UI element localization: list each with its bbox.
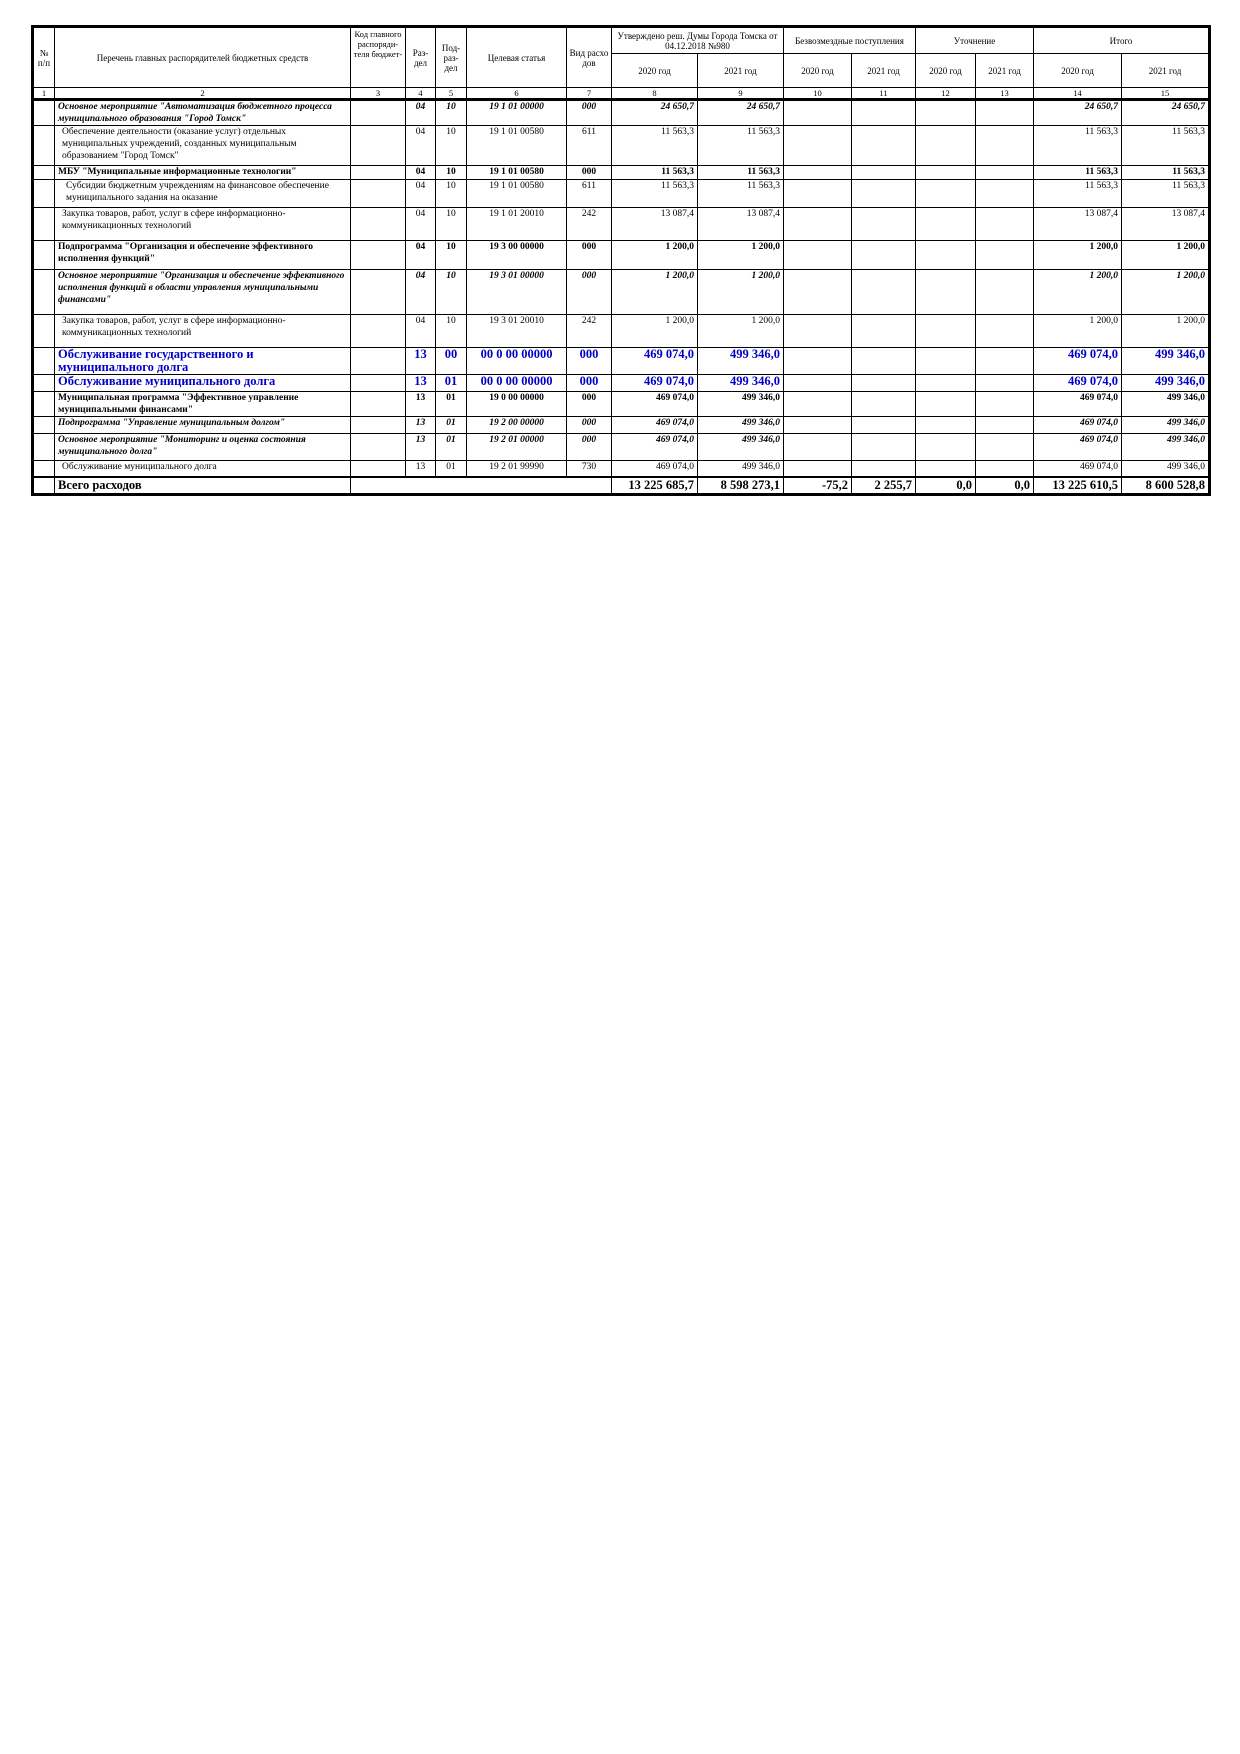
row-name: Основное мероприятие "Мониторинг и оценка состояния муниципального долга" xyxy=(55,434,351,461)
table-row xyxy=(33,417,1210,434)
column-number: 3 xyxy=(351,88,406,100)
row-clarify-2021 xyxy=(976,166,1034,180)
row-code xyxy=(351,126,406,166)
total-approved-2021: 8 598 273,1 xyxy=(698,477,784,495)
row-free-2020 xyxy=(784,100,852,126)
row-target: 19 2 01 99990 xyxy=(467,461,567,477)
header-year: 2021 год xyxy=(852,54,916,88)
row-name: Закупка товаров, работ, услуг в сфере информационно-коммуникационных технологий xyxy=(55,315,351,348)
row-podrazdel: 01 xyxy=(436,461,467,477)
header-year: 2021 год xyxy=(1122,54,1210,88)
row-itogo-2020: 11 563,3 xyxy=(1034,180,1122,208)
column-number: 5 xyxy=(436,88,467,100)
row-approved-2020: 11 563,3 xyxy=(612,166,698,180)
row-clarify-2020 xyxy=(916,180,976,208)
row-code xyxy=(351,100,406,126)
row-approved-2020: 469 074,0 xyxy=(612,348,698,375)
row-number-cell xyxy=(33,180,55,208)
header-year: 2020 год xyxy=(612,54,698,88)
row-podrazdel: 00 xyxy=(436,348,467,375)
row-razdel: 13 xyxy=(406,392,436,417)
row-podrazdel: 10 xyxy=(436,241,467,270)
row-podrazdel: 10 xyxy=(436,208,467,241)
row-razdel: 04 xyxy=(406,166,436,180)
row-clarify-2021 xyxy=(976,348,1034,375)
row-free-2021 xyxy=(852,166,916,180)
row-vid: 611 xyxy=(567,126,612,166)
row-free-2021 xyxy=(852,417,916,434)
row-target: 19 0 00 00000 xyxy=(467,392,567,417)
row-name: Обслуживание государственного и муниципального долга xyxy=(55,348,351,375)
row-itogo-2021: 24 650,7 xyxy=(1122,100,1210,126)
table-row xyxy=(33,392,1210,417)
row-target: 19 2 01 00000 xyxy=(467,434,567,461)
row-free-2020 xyxy=(784,392,852,417)
row-name: Закупка товаров, работ, услуг в сфере информационно-коммуникационных технологий xyxy=(55,208,351,241)
row-approved-2021: 13 087,4 xyxy=(698,208,784,241)
table-row xyxy=(33,270,1210,315)
total-free-2020: -75,2 xyxy=(784,477,852,495)
row-clarify-2021 xyxy=(976,270,1034,315)
row-clarify-2020 xyxy=(916,392,976,417)
total-free-2021: 2 255,7 xyxy=(852,477,916,495)
header-year: 2021 год xyxy=(698,54,784,88)
row-free-2021 xyxy=(852,461,916,477)
row-vid: 730 xyxy=(567,461,612,477)
column-number: 11 xyxy=(852,88,916,100)
table-row xyxy=(33,241,1210,270)
row-vid: 242 xyxy=(567,208,612,241)
row-approved-2021: 1 200,0 xyxy=(698,241,784,270)
row-name: Субсидии бюджетным учреждениям на финансовое обеспечение муниципального задания на оказание xyxy=(55,180,351,208)
row-itogo-2020: 11 563,3 xyxy=(1034,166,1122,180)
row-podrazdel: 10 xyxy=(436,315,467,348)
row-target: 19 3 00 00000 xyxy=(467,241,567,270)
row-approved-2021: 499 346,0 xyxy=(698,461,784,477)
row-code xyxy=(351,434,406,461)
row-free-2021 xyxy=(852,434,916,461)
row-vid: 000 xyxy=(567,270,612,315)
row-clarify-2021 xyxy=(976,180,1034,208)
row-free-2021 xyxy=(852,208,916,241)
header-podrazdel: Под-раз-дел xyxy=(436,27,467,88)
row-approved-2021: 499 346,0 xyxy=(698,434,784,461)
row-clarify-2020 xyxy=(916,417,976,434)
row-code xyxy=(351,417,406,434)
row-vid: 000 xyxy=(567,434,612,461)
row-free-2020 xyxy=(784,126,852,166)
table-row xyxy=(33,315,1210,348)
row-free-2021 xyxy=(852,270,916,315)
row-vid: 000 xyxy=(567,392,612,417)
row-clarify-2021 xyxy=(976,208,1034,241)
row-itogo-2020: 469 074,0 xyxy=(1034,417,1122,434)
row-approved-2021: 499 346,0 xyxy=(698,348,784,375)
header-approved: Утверждено реш. Думы Города Томска от 04.12.2018 №980 xyxy=(612,27,784,54)
row-podrazdel: 10 xyxy=(436,180,467,208)
column-number: 9 xyxy=(698,88,784,100)
row-approved-2020: 13 087,4 xyxy=(612,208,698,241)
row-approved-2021: 499 346,0 xyxy=(698,417,784,434)
row-clarify-2020 xyxy=(916,241,976,270)
row-approved-2020: 469 074,0 xyxy=(612,392,698,417)
header-year: 2021 год xyxy=(976,54,1034,88)
row-target: 00 0 00 00000 xyxy=(467,348,567,375)
row-itogo-2021: 499 346,0 xyxy=(1122,348,1210,375)
row-itogo-2020: 469 074,0 xyxy=(1034,375,1122,392)
row-number-cell xyxy=(33,208,55,241)
row-razdel: 13 xyxy=(406,461,436,477)
row-free-2020 xyxy=(784,315,852,348)
row-approved-2020: 1 200,0 xyxy=(612,241,698,270)
row-free-2020 xyxy=(784,166,852,180)
row-number-cell xyxy=(33,166,55,180)
row-code xyxy=(351,166,406,180)
row-approved-2020: 469 074,0 xyxy=(612,434,698,461)
row-razdel: 04 xyxy=(406,208,436,241)
row-clarify-2020 xyxy=(916,208,976,241)
row-podrazdel: 01 xyxy=(436,434,467,461)
row-approved-2020: 469 074,0 xyxy=(612,375,698,392)
column-number: 4 xyxy=(406,88,436,100)
row-name: Муниципальная программа "Эффективное управление муниципальными финансами" xyxy=(55,392,351,417)
header-code: Код главного распоряди-теля бюджет- xyxy=(351,27,406,88)
row-vid: 000 xyxy=(567,166,612,180)
table-row xyxy=(33,100,1210,126)
column-number: 2 xyxy=(55,88,351,100)
row-code xyxy=(351,375,406,392)
row-approved-2021: 11 563,3 xyxy=(698,180,784,208)
row-itogo-2021: 11 563,3 xyxy=(1122,180,1210,208)
row-number-cell xyxy=(33,461,55,477)
row-name: Основное мероприятие "Организация и обеспечение эффективного исполнения функций в области управления муниципальными финансами" xyxy=(55,270,351,315)
row-itogo-2021: 499 346,0 xyxy=(1122,417,1210,434)
table-row xyxy=(33,348,1210,375)
row-clarify-2020 xyxy=(916,126,976,166)
row-code xyxy=(351,180,406,208)
row-vid: 242 xyxy=(567,315,612,348)
row-clarify-2021 xyxy=(976,100,1034,126)
row-clarify-2021 xyxy=(976,417,1034,434)
row-itogo-2020: 469 074,0 xyxy=(1034,392,1122,417)
row-target: 19 1 01 00580 xyxy=(467,166,567,180)
row-clarify-2021 xyxy=(976,434,1034,461)
row-razdel: 13 xyxy=(406,417,436,434)
row-code xyxy=(351,208,406,241)
row-free-2020 xyxy=(784,417,852,434)
row-free-2021 xyxy=(852,241,916,270)
header-razdel: Раз-дел xyxy=(406,27,436,88)
row-razdel: 04 xyxy=(406,270,436,315)
row-code xyxy=(351,392,406,417)
row-target: 19 1 01 20010 xyxy=(467,208,567,241)
row-target: 00 0 00 00000 xyxy=(467,375,567,392)
row-approved-2020: 11 563,3 xyxy=(612,126,698,166)
row-itogo-2020: 11 563,3 xyxy=(1034,126,1122,166)
row-clarify-2020 xyxy=(916,270,976,315)
row-target: 19 3 01 00000 xyxy=(467,270,567,315)
total-approved-2020: 13 225 685,7 xyxy=(612,477,698,495)
column-number: 6 xyxy=(467,88,567,100)
row-number-cell xyxy=(33,100,55,126)
header-clarify: Уточнение xyxy=(916,27,1034,54)
column-number: 1 xyxy=(33,88,55,100)
row-razdel: 04 xyxy=(406,241,436,270)
header-num: № п/п xyxy=(33,27,55,88)
row-free-2020 xyxy=(784,208,852,241)
row-name: Подпрограмма "Управление муниципальным долгом" xyxy=(55,417,351,434)
total-clarify-2020: 0,0 xyxy=(916,477,976,495)
row-code xyxy=(351,348,406,375)
row-podrazdel: 10 xyxy=(436,126,467,166)
row-itogo-2021: 499 346,0 xyxy=(1122,392,1210,417)
row-code xyxy=(351,315,406,348)
header-year: 2020 год xyxy=(1034,54,1122,88)
header-target: Целевая статья xyxy=(467,27,567,88)
column-number: 15 xyxy=(1122,88,1210,100)
row-free-2021 xyxy=(852,180,916,208)
total-clarify-2021: 0,0 xyxy=(976,477,1034,495)
row-free-2021 xyxy=(852,348,916,375)
row-name: МБУ "Муниципальные информационные технологии" xyxy=(55,166,351,180)
row-razdel: 04 xyxy=(406,180,436,208)
row-razdel: 04 xyxy=(406,100,436,126)
row-vid: 611 xyxy=(567,180,612,208)
header-year: 2020 год xyxy=(784,54,852,88)
row-vid: 000 xyxy=(567,375,612,392)
row-free-2020 xyxy=(784,241,852,270)
row-free-2021 xyxy=(852,315,916,348)
row-approved-2021: 1 200,0 xyxy=(698,270,784,315)
row-target: 19 2 00 00000 xyxy=(467,417,567,434)
row-number-cell xyxy=(33,417,55,434)
header-vid: Вид расхо дов xyxy=(567,27,612,88)
row-razdel: 04 xyxy=(406,315,436,348)
row-name: Основное мероприятие "Автоматизация бюджетного процесса муниципального образования "Город Томск" xyxy=(55,100,351,126)
row-clarify-2020 xyxy=(916,315,976,348)
row-itogo-2021: 499 346,0 xyxy=(1122,375,1210,392)
row-itogo-2020: 469 074,0 xyxy=(1034,348,1122,375)
row-itogo-2020: 1 200,0 xyxy=(1034,270,1122,315)
row-itogo-2021: 1 200,0 xyxy=(1122,315,1210,348)
row-itogo-2020: 469 074,0 xyxy=(1034,434,1122,461)
table-row xyxy=(33,375,1210,392)
row-razdel: 13 xyxy=(406,434,436,461)
row-code xyxy=(351,461,406,477)
row-podrazdel: 01 xyxy=(436,375,467,392)
row-number-cell xyxy=(33,270,55,315)
row-approved-2021: 1 200,0 xyxy=(698,315,784,348)
row-target: 19 1 01 00000 xyxy=(467,100,567,126)
table-row xyxy=(33,180,1210,208)
row-vid: 000 xyxy=(567,241,612,270)
row-razdel: 04 xyxy=(406,126,436,166)
row-target: 19 1 01 00580 xyxy=(467,180,567,208)
row-approved-2021: 499 346,0 xyxy=(698,392,784,417)
row-free-2021 xyxy=(852,375,916,392)
row-target: 19 3 01 20010 xyxy=(467,315,567,348)
row-name: Обслуживание муниципального долга xyxy=(55,461,351,477)
row-itogo-2021: 11 563,3 xyxy=(1122,166,1210,180)
row-clarify-2021 xyxy=(976,392,1034,417)
row-clarify-2021 xyxy=(976,315,1034,348)
total-itogo-2021: 8 600 528,8 xyxy=(1122,477,1210,495)
column-number: 12 xyxy=(916,88,976,100)
row-approved-2021: 24 650,7 xyxy=(698,100,784,126)
row-number-cell xyxy=(33,315,55,348)
row-number-cell xyxy=(33,241,55,270)
row-clarify-2021 xyxy=(976,375,1034,392)
row-approved-2020: 24 650,7 xyxy=(612,100,698,126)
row-podrazdel: 01 xyxy=(436,392,467,417)
row-number-cell xyxy=(33,126,55,166)
row-vid: 000 xyxy=(567,417,612,434)
row-free-2021 xyxy=(852,100,916,126)
row-itogo-2021: 13 087,4 xyxy=(1122,208,1210,241)
row-name: Подпрограмма "Организация и обеспечение эффективного исполнения функций" xyxy=(55,241,351,270)
row-name: Обеспечение деятельности (оказание услуг) отдельных муниципальных учреждений, созданных муниципальным образованием "Город Томск" xyxy=(55,126,351,166)
row-clarify-2021 xyxy=(976,241,1034,270)
table-row xyxy=(33,208,1210,241)
row-approved-2020: 11 563,3 xyxy=(612,180,698,208)
row-podrazdel: 10 xyxy=(436,100,467,126)
table-row xyxy=(33,434,1210,461)
row-code xyxy=(351,270,406,315)
row-free-2020 xyxy=(784,348,852,375)
row-name: Обслуживание муниципального долга xyxy=(55,375,351,392)
row-free-2020 xyxy=(784,180,852,208)
row-clarify-2021 xyxy=(976,461,1034,477)
column-number: 8 xyxy=(612,88,698,100)
budget-table xyxy=(31,25,1211,496)
row-vid: 000 xyxy=(567,100,612,126)
row-clarify-2021 xyxy=(976,126,1034,166)
header-year: 2020 год xyxy=(916,54,976,88)
row-podrazdel: 10 xyxy=(436,166,467,180)
header-name: Перечень главных распорядителей бюджетных средств xyxy=(55,27,351,88)
row-target: 19 1 01 00580 xyxy=(467,126,567,166)
row-itogo-2021: 499 346,0 xyxy=(1122,434,1210,461)
row-number-cell xyxy=(33,348,55,375)
row-itogo-2020: 1 200,0 xyxy=(1034,241,1122,270)
row-razdel: 13 xyxy=(406,375,436,392)
row-itogo-2021: 1 200,0 xyxy=(1122,241,1210,270)
row-itogo-2020: 13 087,4 xyxy=(1034,208,1122,241)
table-row xyxy=(33,166,1210,180)
row-itogo-2021: 11 563,3 xyxy=(1122,126,1210,166)
row-free-2020 xyxy=(784,461,852,477)
row-itogo-2020: 24 650,7 xyxy=(1034,100,1122,126)
row-clarify-2020 xyxy=(916,375,976,392)
row-clarify-2020 xyxy=(916,434,976,461)
row-itogo-2021: 1 200,0 xyxy=(1122,270,1210,315)
row-clarify-2020 xyxy=(916,461,976,477)
row-approved-2021: 11 563,3 xyxy=(698,166,784,180)
row-podrazdel: 01 xyxy=(436,417,467,434)
row-number-cell xyxy=(33,434,55,461)
row-free-2021 xyxy=(852,126,916,166)
column-number: 7 xyxy=(567,88,612,100)
row-podrazdel: 10 xyxy=(436,270,467,315)
row-clarify-2020 xyxy=(916,348,976,375)
row-free-2020 xyxy=(784,375,852,392)
row-razdel: 13 xyxy=(406,348,436,375)
row-approved-2021: 11 563,3 xyxy=(698,126,784,166)
row-approved-2021: 499 346,0 xyxy=(698,375,784,392)
row-approved-2020: 1 200,0 xyxy=(612,315,698,348)
row-free-2020 xyxy=(784,434,852,461)
row-number-cell xyxy=(33,375,55,392)
row-free-2020 xyxy=(784,270,852,315)
row-itogo-2020: 1 200,0 xyxy=(1034,315,1122,348)
total-itogo-2020: 13 225 610,5 xyxy=(1034,477,1122,495)
header-free: Безвозмездные поступления xyxy=(784,27,916,54)
column-number-row xyxy=(33,88,1210,100)
total-row xyxy=(33,477,1210,495)
column-number: 14 xyxy=(1034,88,1122,100)
row-number-cell xyxy=(33,392,55,417)
row-free-2021 xyxy=(852,392,916,417)
row-clarify-2020 xyxy=(916,100,976,126)
row-itogo-2020: 469 074,0 xyxy=(1034,461,1122,477)
table-row xyxy=(33,461,1210,477)
header-total: Итого xyxy=(1034,27,1210,54)
budget-sheet xyxy=(31,25,1211,496)
row-vid: 000 xyxy=(567,348,612,375)
row-itogo-2021: 499 346,0 xyxy=(1122,461,1210,477)
column-number: 13 xyxy=(976,88,1034,100)
column-number: 10 xyxy=(784,88,852,100)
row-code xyxy=(351,241,406,270)
row-approved-2020: 1 200,0 xyxy=(612,270,698,315)
table-row xyxy=(33,126,1210,166)
row-approved-2020: 469 074,0 xyxy=(612,417,698,434)
total-label: Всего расходов xyxy=(55,477,351,495)
row-clarify-2020 xyxy=(916,166,976,180)
row-approved-2020: 469 074,0 xyxy=(612,461,698,477)
